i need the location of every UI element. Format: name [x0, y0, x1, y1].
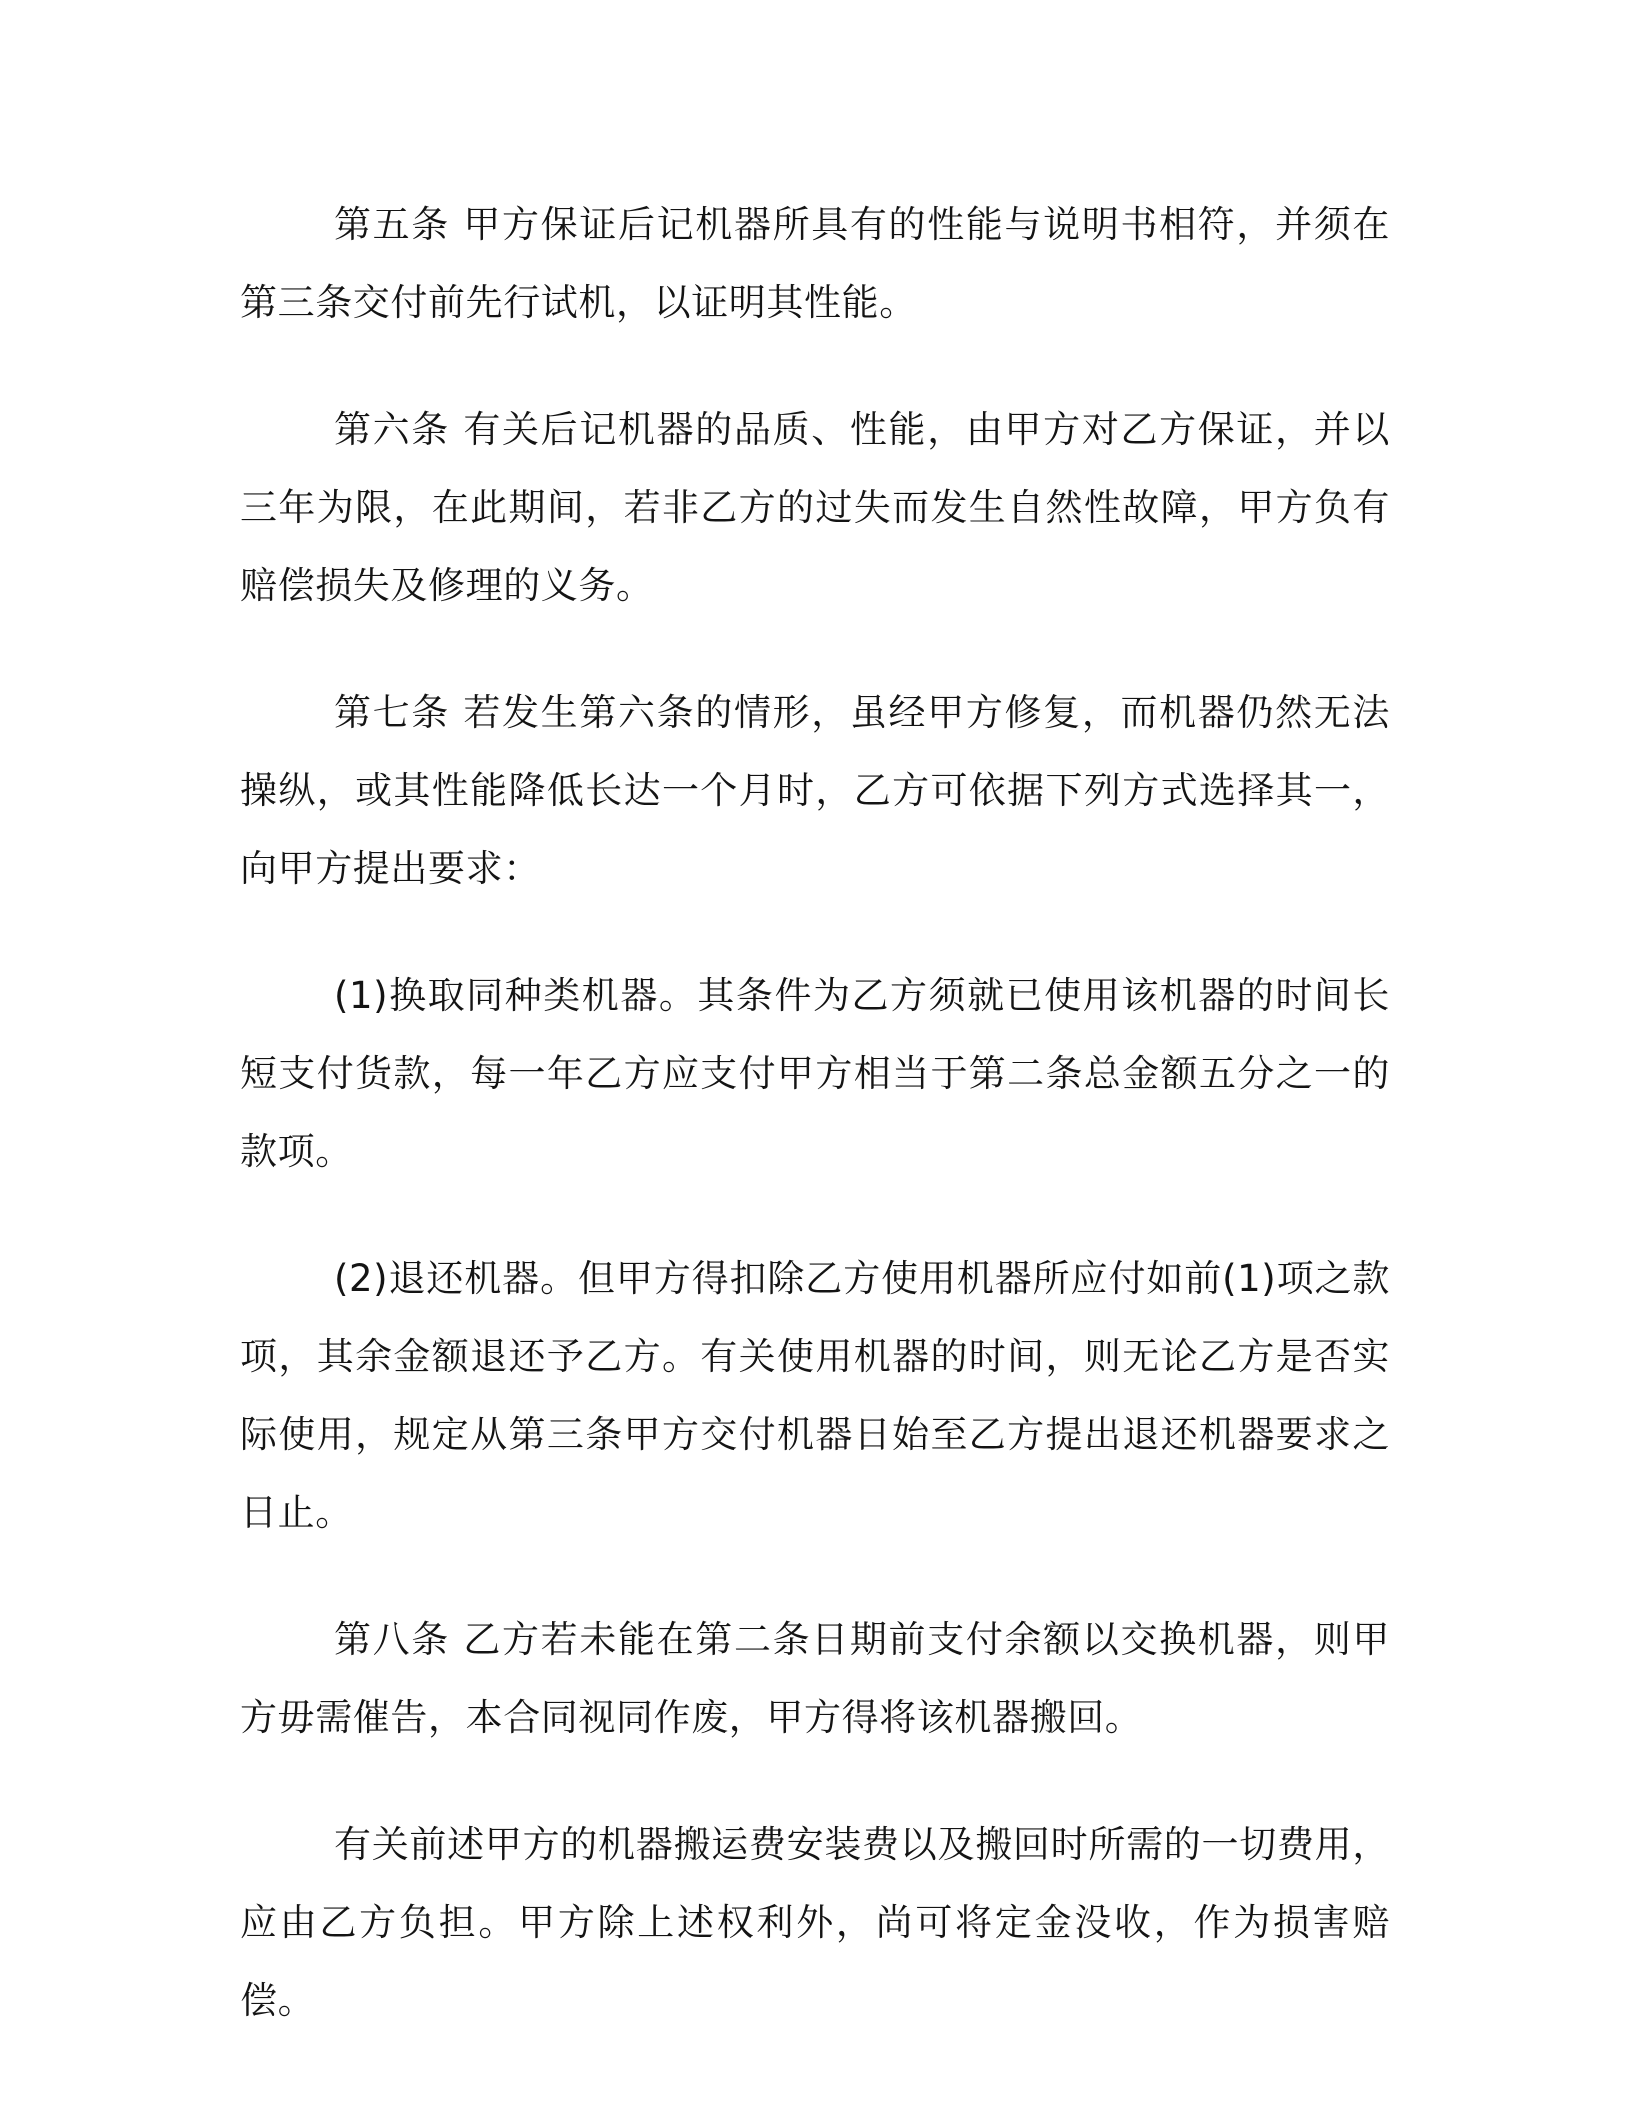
document-page: [240, 186, 1390, 2089]
option-1-paragraph: (1)换取同种类机器。其条件为乙方须就已使用该机器的时间长短支付货款，每一年乙方应支付甲方相当于第二条总金额五分之一的款项。: [240, 974, 1390, 1173]
costs-paragraph: 有关前述甲方的机器搬运费安装费以及搬回时所需的一切费用，应由乙方负担。甲方除上述权利外，尚可将定金没收，作为损害赔偿。: [240, 1823, 1390, 2022]
option-2-paragraph: (2)退还机器。但甲方得扣除乙方使用机器所应付如前(1)项之款项，其余金额退还予乙方。有关使用机器的时间，则无论乙方是否实际使用，规定从第三条甲方交付机器日始至乙方提出退还机器要求之日止。: [240, 1257, 1390, 1534]
clause-6-paragraph: 第六条 有关后记机器的品质、性能，由甲方对乙方保证，并以三年为限，在此期间，若非乙方的过失而发生自然性故障，甲方负有赔偿损失及修理的义务。: [240, 408, 1390, 607]
clause-8-paragraph: 第八条 乙方若未能在第二条日期前支付余额以交换机器，则甲方毋需催告，本合同视同作废，甲方得将该机器搬回。: [240, 1618, 1390, 1739]
clause-7-paragraph: 第七条 若发生第六条的情形，虽经甲方修复，而机器仍然无法操纵，或其性能降低长达一个月时，乙方可依据下列方式选择其一，向甲方提出要求：: [240, 691, 1390, 890]
clause-5-paragraph: 第五条 甲方保证后记机器所具有的性能与说明书相符，并须在第三条交付前先行试机，以证明其性能。: [240, 203, 1390, 324]
